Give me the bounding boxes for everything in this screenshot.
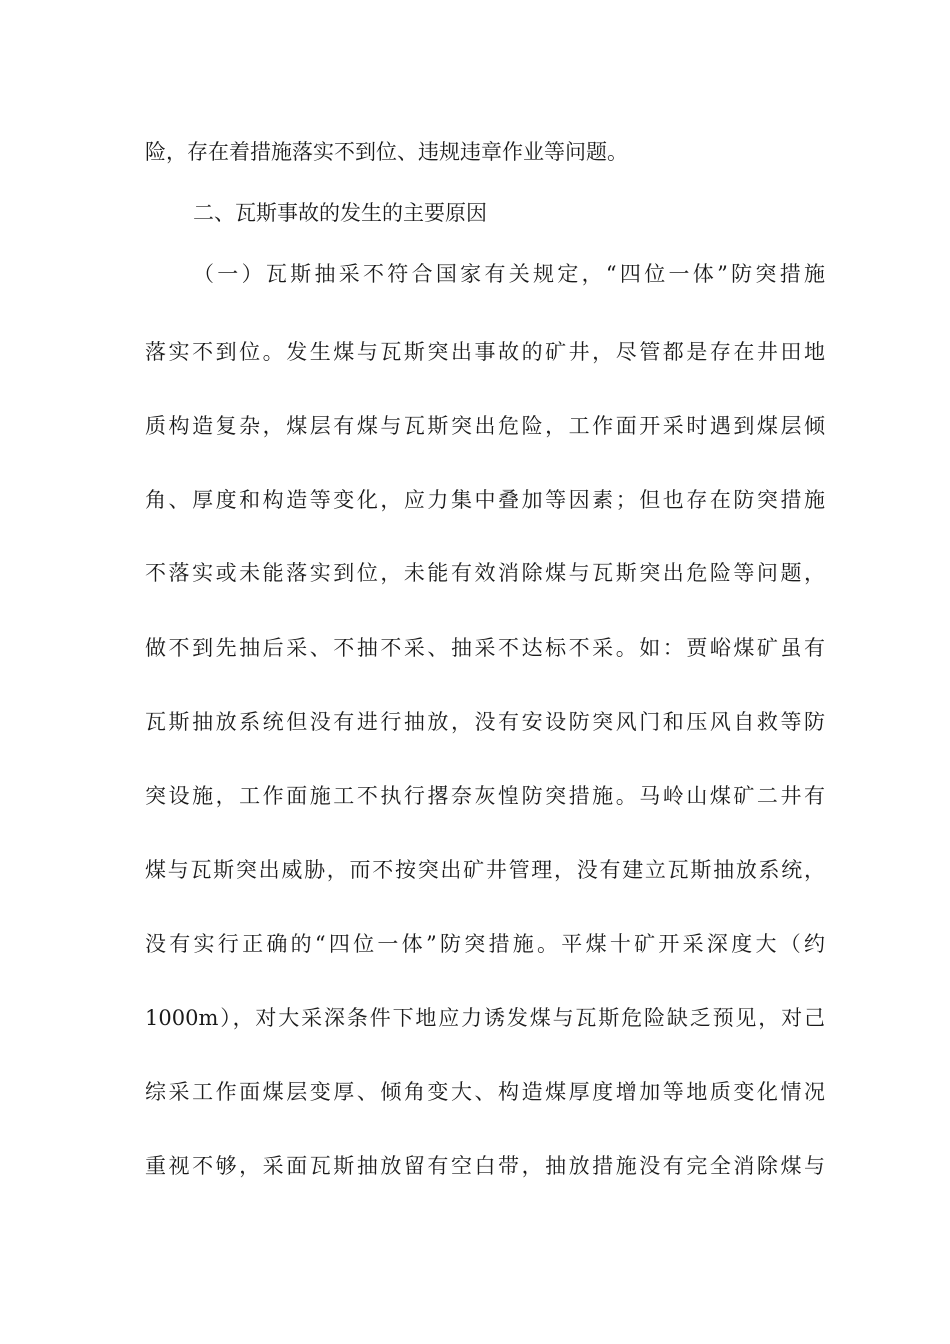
paragraph-line-9: 瓦斯抽放系统但没有进行抽放，没有安设防突风门和压风自救等防 <box>145 710 825 734</box>
paragraph-line-11: 煤与瓦斯突出威胁，而不按突出矿井管理，没有建立瓦斯抽放系统， <box>145 858 825 882</box>
paragraph-line-3: （一）瓦斯抽采不符合国家有关规定，“四位一体”防突措施 <box>193 262 825 286</box>
paragraph-line-1: 险，存在着措施落实不到位、违规违章作业等问题。 <box>145 140 628 164</box>
section-heading: 二、瓦斯事故的发生的主要原因 <box>193 201 487 225</box>
paragraph-line-8: 做不到先抽后采、不抽不采、抽采不达标不采。如：贾峪煤矿虽有 <box>145 636 825 660</box>
paragraph-line-7: 不落实或未能落实到位，未能有效消除煤与瓦斯突出危险等问题， <box>145 561 825 585</box>
paragraph-line-5: 质构造复杂，煤层有煤与瓦斯突出危险，工作面开采时遇到煤层倾 <box>145 414 825 438</box>
paragraph-line-4: 落实不到位。发生煤与瓦斯突出事故的矿井，尽管都是存在井田地 <box>145 340 825 364</box>
paragraph-line-15: 重视不够，采面瓦斯抽放留有空白带，抽放措施没有完全消除煤与 <box>145 1154 825 1178</box>
paragraph-line-14: 综采工作面煤层变厚、倾角变大、构造煤厚度增加等地质变化情况 <box>145 1080 825 1104</box>
paragraph-line-13: 1000m），对大采深条件下地应力诱发煤与瓦斯危险缺乏预见，对己 <box>145 1006 825 1030</box>
paragraph-line-12: 没有实行正确的“四位一体”防突措施。平煤十矿开采深度大（约 <box>145 932 825 956</box>
paragraph-line-10: 突设施，工作面施工不执行撂奈灰惶防突措施。马岭山煤矿二井有 <box>145 784 825 808</box>
paragraph-line-6: 角、厚度和构造等变化，应力集中叠加等因素；但也存在防突措施 <box>145 488 825 512</box>
